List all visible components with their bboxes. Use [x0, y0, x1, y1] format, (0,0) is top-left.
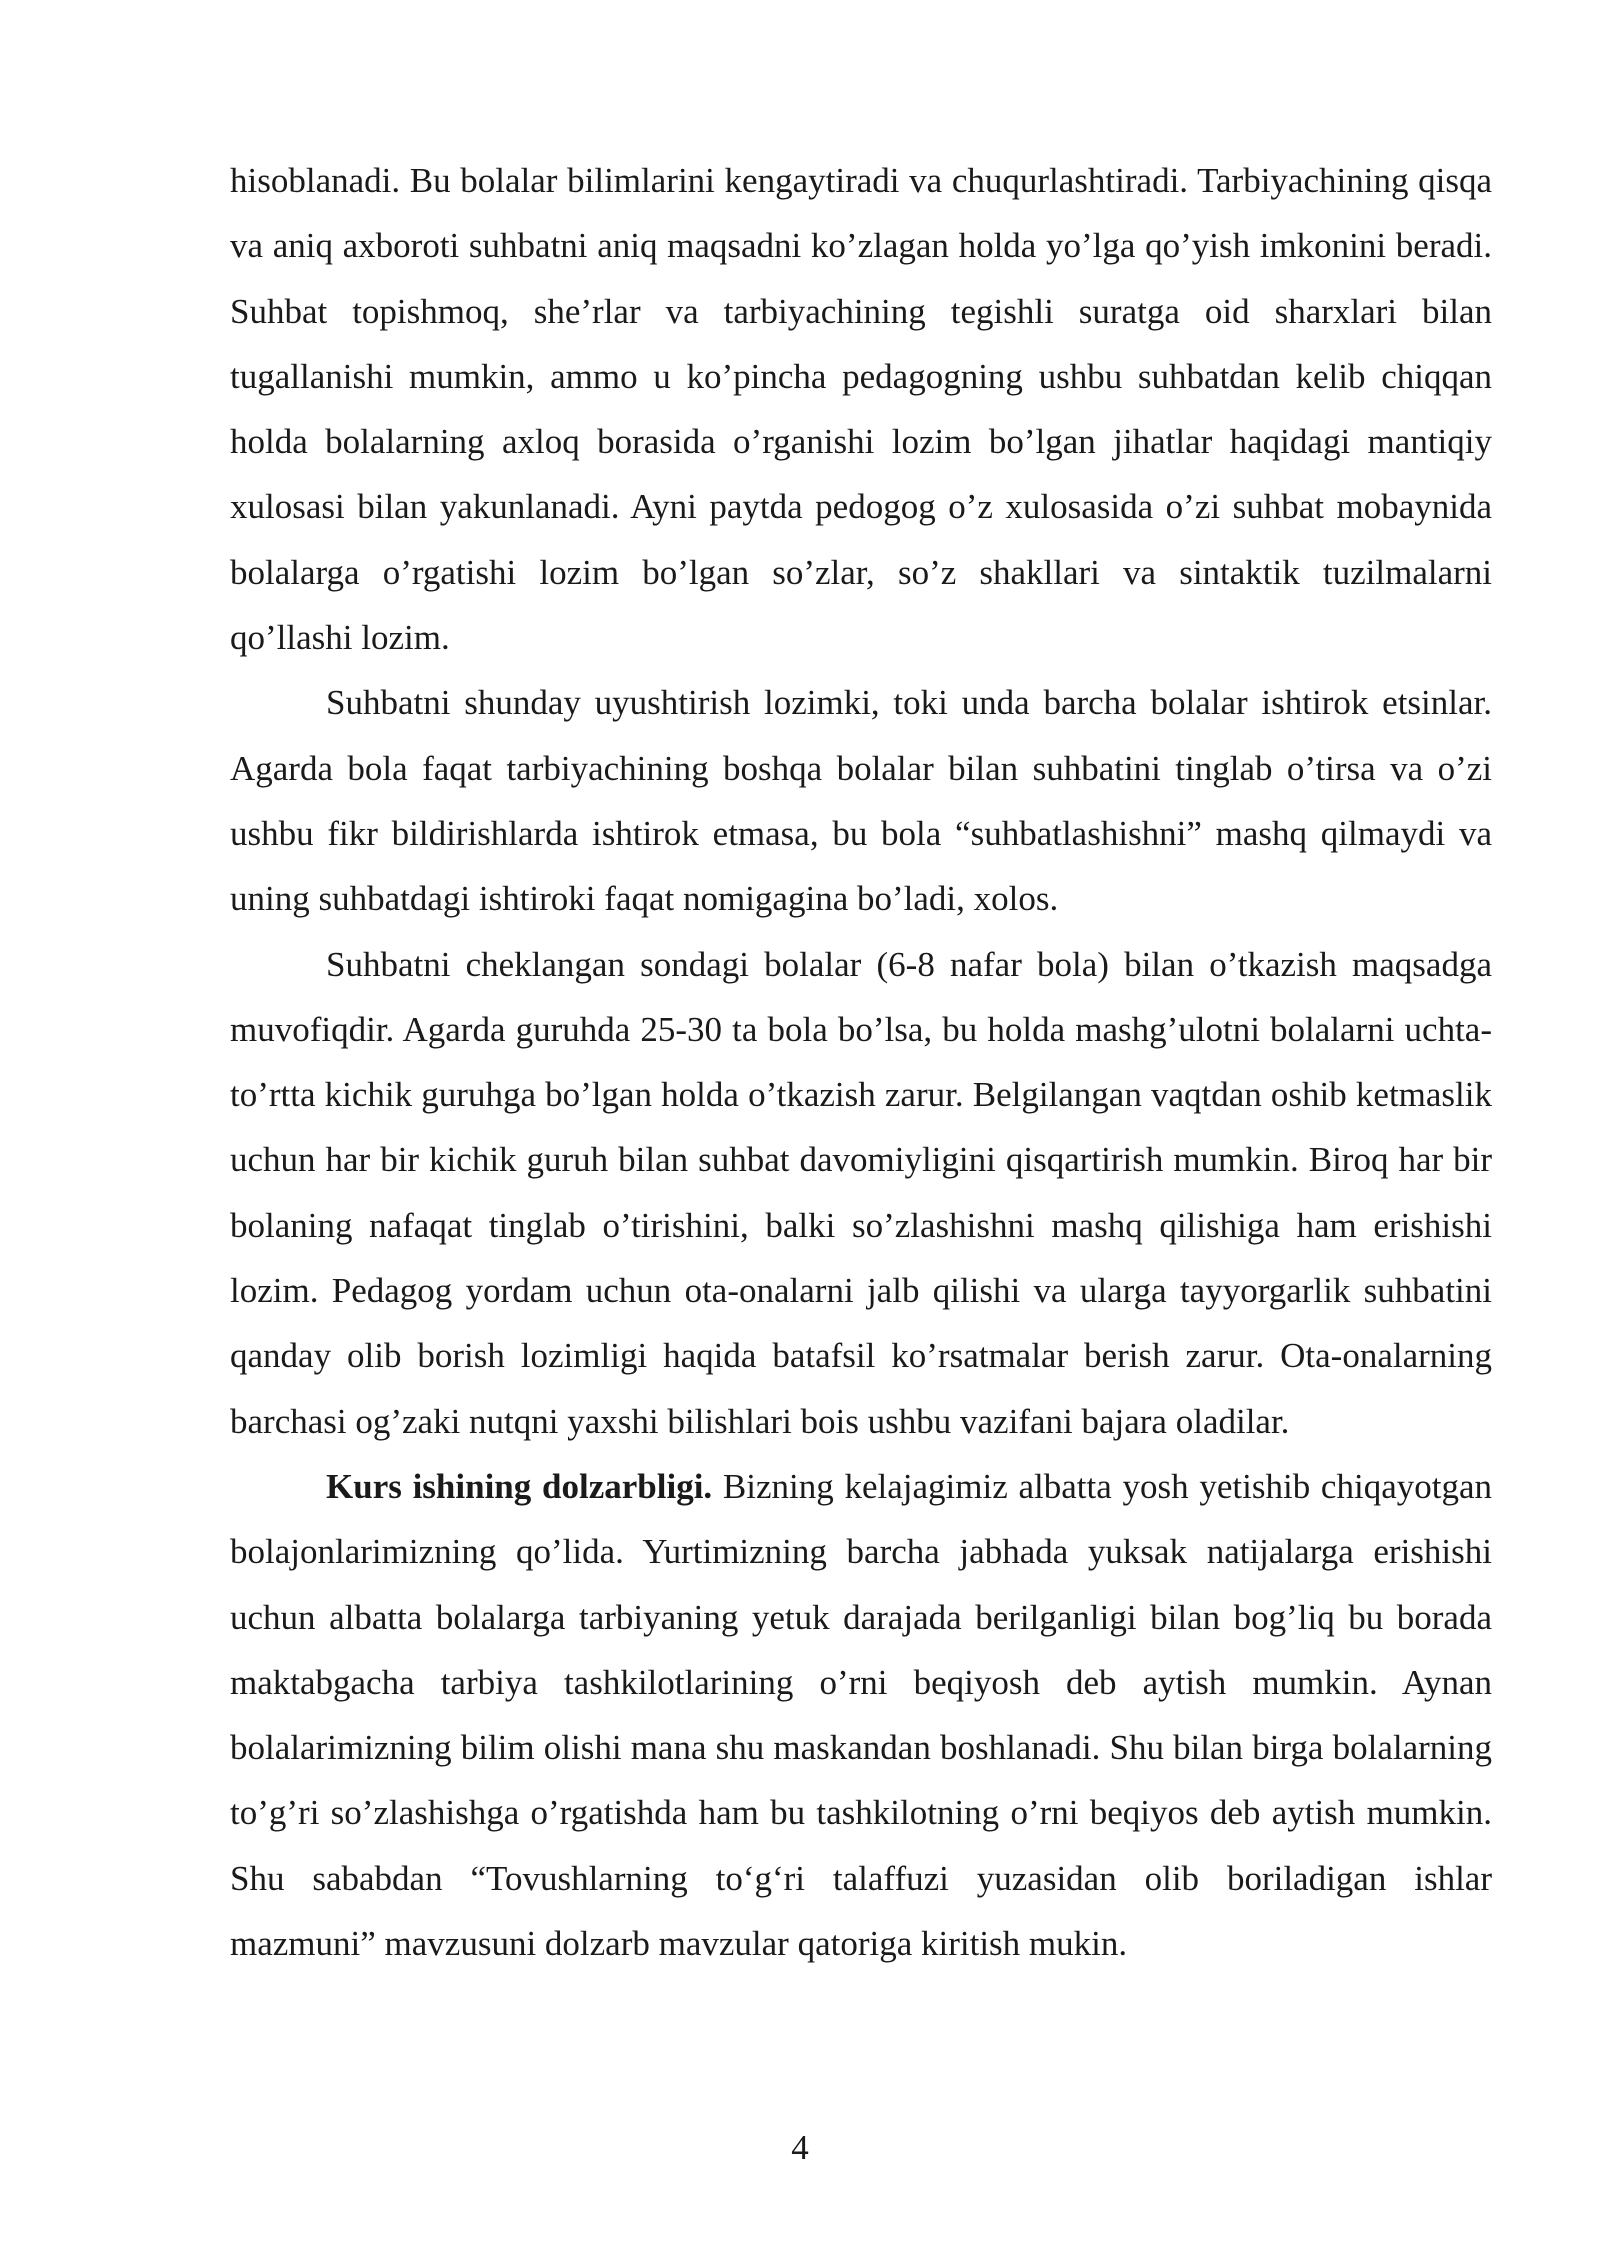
page-number: 4	[791, 2128, 809, 2167]
paragraph-1	[230, 148, 1492, 670]
paragraph-3	[230, 932, 1492, 1454]
paragraph-2-text: Suhbatni shunday uyushtirish lozimki, toki unda barcha bolalar ishtirok etsinlar. Agarda bola faqat tarbiyachining boshqa bolalar bilan suhbatini tinglab o’tirsa va o’zi ushbu fikr bildirishlarda ishtirok etmasa, bu bola “suhbatlashishni” mashq qilmaydi va uning suhbatdagi ishtiroki faqat nomigagina bo’ladi, xolos.	[230, 683, 1492, 919]
document-page	[230, 148, 1492, 1976]
paragraph-3-text: Suhbatni cheklangan sondagi bolalar (6-8 nafar bola) bilan o’tkazish maqsadga muvofiqdir. Agarda guruhda 25-30 ta bola bo’lsa, bu holda mashg’ulotni bolalarni uchta-to’rtta kichik guruhga bo’lgan holda o’tkazish zarur. Belgilangan vaqtdan oshib ketmaslik uchun har bir kichik guruh bilan suhbat davomiyligini qisqartirish mumkin. Biroq har bir bolaning nafaqat tinglab o’tirishini, balki so’zlashishni mashq qilishiga ham erishishi lozim. Pedagog yordam uchun ota-onalarni jalb qilishi va ularga tayyorgarlik suhbatini qanday olib borish lozimligi haqida batafsil ko’rsatmalar berish zarur. Ota-onalarning barchasi og’zaki nutqni yaxshi bilishlari bois ushbu vazifani bajara oladilar.	[230, 944, 1492, 1441]
paragraph-1-text: hisoblanadi. Bu bolalar bilimlarini kengaytiradi va chuqurlashtiradi. Tarbiyachining qisqa va aniq axboroti suhbatni aniq maqsadni ko’zlagan holda yo’lga qo’yish imkonini beradi. Suhbat topishmoq, she’rlar va tarbiyachining tegishli suratga oid sharxlari bilan tugallanishi mumkin, ammo u ko’pincha pedagogning ushbu suhbatdan kelib chiqqan holda bolalarning axloq borasida o’rganishi lozim bo’lgan jihatlar haqidagi mantiqiy xulosasi bilan yakunlanadi. Ayni paytda pedogog o’z xulosasida o’zi suhbat mobaynida bolalarga o’rgatishi lozim bo’lgan so’zlar, so’z shakllari va sintaktik tuzilmalarni qo’llashi lozim.	[230, 161, 1492, 658]
paragraph-2	[230, 670, 1492, 931]
paragraph-4-text: Bizning kelajagimiz albatta yosh yetishib chiqayotgan bolajonlarimizning qo’lida. Yurtimizning barcha jabhada yuksak natijalarga erishishi uchun albatta bolalarga tarbiyaning yetuk darajada berilganligi bilan bog’liq bu borada maktabgacha tarbiya tashkilotlarining o’rni beqiyosh deb aytish mumkin. Aynan bolalarimizning bilim olishi mana shu maskandan boshlanadi. Shu bilan birga bolalarning to’g’ri so’zlashishga o’rgatishda ham bu tashkilotning o’rni beqiyos deb aytish mumkin. Shu sababdan “Tovushlarning to‘g‘ri talaffuzi yuzasidan olib boriladigan ishlar mazmuni” mavzusuni dolzarb mavzular qatoriga kiritish mukin.	[230, 1466, 1492, 1964]
paragraph-4	[230, 1454, 1492, 1976]
section-heading-relevance: Kurs ishining dolzarbligi.	[326, 1466, 713, 1506]
